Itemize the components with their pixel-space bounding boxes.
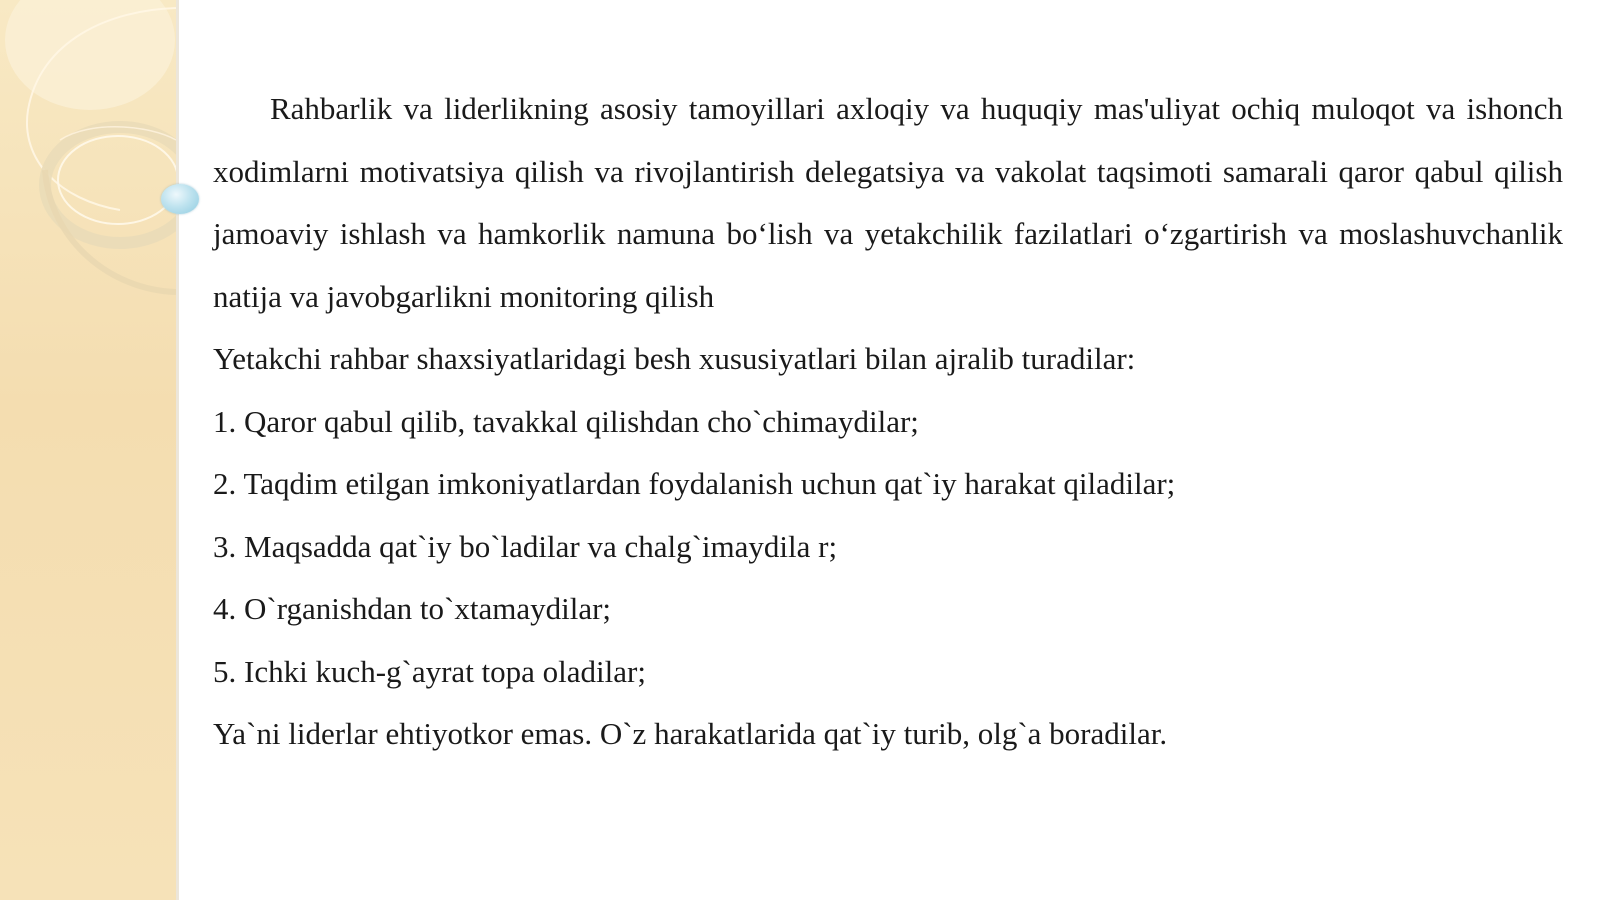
decorative-bead-icon [161,184,199,214]
list-item-2: 2. Taqdim etilgan imkoniyatlardan foydalanish uchun qat`iy harakat qiladilar; [213,466,1176,501]
intro-line: Yetakchi rahbar shaxsiyatlaridagi besh xususiyatlari bilan ajralib turadilar: [213,341,1136,376]
decorative-swirl-graphic [0,0,176,900]
conclusion-line: Ya`ni liderlar ehtiyotkor emas. O`z harakatlarida qat`iy turib, olg`a boradilar. [213,716,1168,751]
slide-text-body [213,78,1563,766]
decorative-side-band [0,0,179,900]
list-item-1: 1. Qaror qabul qilib, tavakkal qilishdan cho`chimaydilar; [213,403,919,439]
list-item-4: 4. O`rganishdan to`xtamaydilar; [213,591,612,626]
principles-paragraph: Rahbarlik va liderlikning asosiy tamoyillari axloqiy va huquqiy mas'uliyat ochiq muloqot va ishonch xodimlarni motivatsiya qilish va rivojlantirish delegatsiya va vakolat taqsimoti samarali qaror qabul qilish jamoaviy ishlash va hamkorlik namuna bo‘lish va yetakchilik fazilatlari o‘zgartirish va moslashuvchanlik natija va javobgarlikni monitoring qilish [213,91,1563,314]
list-item-3: 3. Maqsadda qat`iy bo`ladilar va chalg`imaydila r; [213,528,838,564]
list-item-5: 5. Ichki kuch-g`ayrat topa oladilar; [213,653,646,689]
